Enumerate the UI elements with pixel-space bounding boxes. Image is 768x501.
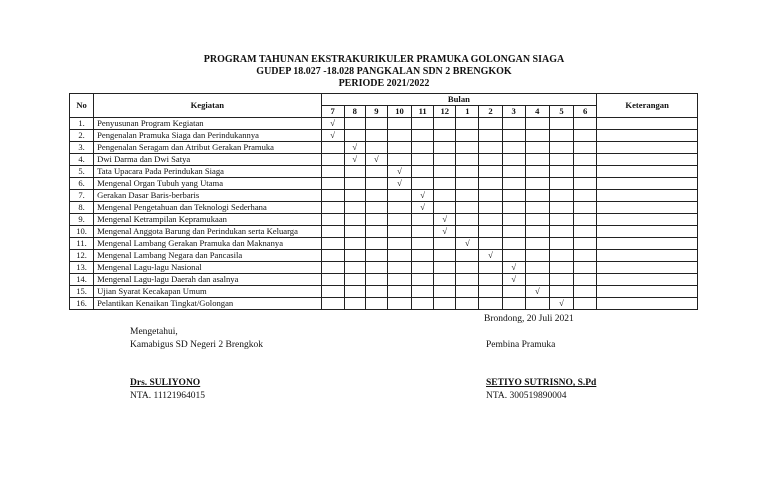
month-cell [525,130,549,142]
month-cell [365,190,387,202]
month-cell [434,154,456,166]
month-cell [387,202,411,214]
month-cell [502,178,525,190]
row-number: 5. [70,166,94,178]
month-cell [365,214,387,226]
month-cell [479,130,502,142]
month-cell [574,166,597,178]
month-cell [525,154,549,166]
month-cell [574,262,597,274]
table-row [70,202,698,214]
row-keterangan [597,142,698,154]
left-signatory-nta: NTA. 11121964015 [130,391,206,401]
row-kegiatan: Mengenal Anggota Barung dan Perindukan serta Keluarga [94,226,321,238]
month-cell [387,274,411,286]
month-cell [574,286,597,298]
row-kegiatan: Mengenal Lagu-lagu Nasional [94,262,321,274]
month-cell [387,298,411,310]
month-cell [412,154,434,166]
month-cell [574,178,597,190]
month-cell [479,274,502,286]
row-keterangan [597,118,698,130]
month-cell [574,298,597,310]
month-cell [574,142,597,154]
row-number: 11. [70,238,94,250]
program-table [69,93,698,310]
month-cell [525,142,549,154]
check-mark: √ [344,142,365,154]
month-cell [434,142,456,154]
table-row [70,190,698,202]
month-cell [502,154,525,166]
month-cell [502,118,525,130]
title-line-2: GUDEP 18.027 -18.028 PANGKALAN SDN 2 BRENGKOK [256,66,512,77]
month-cell [479,166,502,178]
month-cell [479,238,502,250]
month-cell [344,178,365,190]
month-header: 7 [321,106,344,118]
month-cell [321,238,344,250]
month-cell [549,190,573,202]
month-cell [434,118,456,130]
month-cell [365,118,387,130]
month-cell [365,178,387,190]
month-cell [387,250,411,262]
check-mark: √ [321,130,344,142]
table-row [70,238,698,250]
month-cell [574,238,597,250]
row-keterangan [597,250,698,262]
month-cell [387,142,411,154]
month-cell [412,274,434,286]
check-mark: √ [549,298,573,310]
month-cell [434,190,456,202]
month-cell [456,190,479,202]
row-number: 6. [70,178,94,190]
month-cell [344,298,365,310]
month-cell [502,238,525,250]
month-cell [549,202,573,214]
row-kegiatan: Mengenal Lambang Negara dan Pancasila [94,250,321,262]
month-cell [549,262,573,274]
month-cell [321,166,344,178]
month-cell [479,154,502,166]
check-mark: √ [412,202,434,214]
month-cell [525,214,549,226]
month-cell [502,130,525,142]
month-cell [344,250,365,262]
month-header: 2 [479,106,502,118]
row-number: 16. [70,298,94,310]
month-cell [344,262,365,274]
row-keterangan [597,274,698,286]
check-mark: √ [502,262,525,274]
month-cell [365,130,387,142]
table-row [70,130,698,142]
month-cell [525,190,549,202]
table-header-row [70,94,698,106]
month-cell [479,214,502,226]
month-cell [344,118,365,130]
month-cell [479,190,502,202]
month-cell [344,130,365,142]
check-mark: √ [387,166,411,178]
month-cell [412,226,434,238]
month-header: 10 [387,106,411,118]
month-cell [434,298,456,310]
month-cell [525,118,549,130]
month-cell [365,238,387,250]
month-cell [574,130,597,142]
check-mark: √ [434,214,456,226]
check-mark: √ [434,226,456,238]
month-cell [502,214,525,226]
check-mark: √ [456,238,479,250]
row-number: 1. [70,118,94,130]
row-number: 4. [70,154,94,166]
row-number: 7. [70,190,94,202]
table-row [70,274,698,286]
month-cell [549,130,573,142]
month-cell [412,118,434,130]
month-cell [456,118,479,130]
month-cell [387,238,411,250]
row-keterangan [597,226,698,238]
month-cell [525,274,549,286]
month-header: 6 [574,106,597,118]
row-kegiatan: Pengenalan Pramuka Siaga dan Perindukannya [94,130,321,142]
month-cell [549,250,573,262]
row-keterangan [597,286,698,298]
row-kegiatan: Mengenal Pengetahuan dan Teknologi Sederhana [94,202,321,214]
row-number: 15. [70,286,94,298]
month-cell [321,286,344,298]
month-cell [387,190,411,202]
month-cell [525,202,549,214]
month-cell [387,130,411,142]
month-cell [574,250,597,262]
month-cell [344,226,365,238]
month-cell [574,214,597,226]
month-cell [456,298,479,310]
row-keterangan [597,130,698,142]
month-cell [412,262,434,274]
month-cell [412,142,434,154]
month-cell [525,238,549,250]
month-cell [456,250,479,262]
title-line-3: PERIODE 2021/2022 [338,78,430,89]
row-keterangan [597,238,698,250]
row-kegiatan: Ujian Syarat Kecakapan Umum [94,286,321,298]
month-cell [412,178,434,190]
month-cell [525,166,549,178]
month-cell [412,238,434,250]
month-header: 8 [344,106,365,118]
month-cell [456,130,479,142]
table-row [70,118,698,130]
month-cell [574,190,597,202]
month-header: 4 [525,106,549,118]
header-no: No [70,94,94,118]
row-kegiatan: Tata Upacara Pada Perindukan Siaga [94,166,321,178]
month-cell [549,214,573,226]
month-cell [502,190,525,202]
table-row [70,142,698,154]
month-cell [321,178,344,190]
month-cell [574,118,597,130]
check-mark: √ [525,286,549,298]
row-kegiatan: Pengenalan Seragam dan Atribut Gerakan Pramuka [94,142,321,154]
table-row [70,298,698,310]
month-cell [502,286,525,298]
month-header: 5 [549,106,573,118]
table-row [70,166,698,178]
month-cell [434,286,456,298]
row-kegiatan: Penyusunan Program Kegiatan [94,118,321,130]
row-kegiatan: Dwi Darma dan Dwi Satya [94,154,321,166]
month-cell [434,178,456,190]
table-row [70,286,698,298]
month-cell [412,250,434,262]
mengetahui-label: Mengetahui, [130,327,178,337]
check-mark: √ [479,250,502,262]
month-cell [479,286,502,298]
pembina-label: Pembina Pramuka [486,340,556,350]
month-cell [525,178,549,190]
month-header: 1 [456,106,479,118]
month-cell [321,274,344,286]
left-signatory-name: Drs. SULIYONO [130,378,201,388]
month-cell [549,286,573,298]
month-cell [344,202,365,214]
month-cell [456,226,479,238]
month-cell [365,202,387,214]
row-keterangan [597,262,698,274]
month-cell [344,166,365,178]
month-header: 11 [412,106,434,118]
month-cell [387,214,411,226]
month-cell [321,142,344,154]
row-keterangan [597,166,698,178]
month-cell [549,238,573,250]
row-kegiatan: Pelantikan Kenaikan Tingkat/Golongan [94,298,321,310]
month-cell [412,286,434,298]
table-row [70,178,698,190]
month-cell [549,226,573,238]
month-cell [321,214,344,226]
month-cell [479,298,502,310]
month-cell [456,262,479,274]
month-header: 3 [502,106,525,118]
row-kegiatan: Gerakan Dasar Baris-berbaris [94,190,321,202]
month-cell [456,166,479,178]
row-kegiatan: Mengenal Lambang Gerakan Pramuka dan Maknanya [94,238,321,250]
row-keterangan [597,190,698,202]
month-cell [412,298,434,310]
month-cell [549,154,573,166]
month-cell [434,238,456,250]
month-cell [412,166,434,178]
table-row [70,154,698,166]
month-cell [525,262,549,274]
check-mark: √ [502,274,525,286]
month-cell [344,238,365,250]
check-mark: √ [412,190,434,202]
month-cell [502,226,525,238]
month-cell [549,178,573,190]
check-mark: √ [344,154,365,166]
month-cell [549,142,573,154]
place-date: Brondong, 20 Juli 2021 [484,314,574,324]
month-cell [365,274,387,286]
month-cell [344,286,365,298]
month-cell [456,286,479,298]
month-cell [525,226,549,238]
month-cell [344,214,365,226]
row-keterangan [597,154,698,166]
right-signatory-nta: NTA. 300519890004 [486,391,567,401]
month-cell [321,190,344,202]
month-cell [365,262,387,274]
kamabigus-label: Kamabigus SD Negeri 2 Brengkok [130,340,263,350]
row-number: 12. [70,250,94,262]
month-cell [502,202,525,214]
month-cell [387,226,411,238]
month-cell [365,142,387,154]
row-keterangan [597,298,698,310]
row-number: 8. [70,202,94,214]
month-cell [387,154,411,166]
month-cell [502,142,525,154]
month-cell [321,298,344,310]
month-cell [434,262,456,274]
month-cell [479,178,502,190]
month-cell [344,190,365,202]
month-cell [365,166,387,178]
month-cell [479,262,502,274]
month-cell [549,166,573,178]
row-number: 14. [70,274,94,286]
table-row [70,226,698,238]
month-cell [479,118,502,130]
month-cell [502,298,525,310]
month-cell [525,298,549,310]
row-kegiatan: Mengenal Ketrampilan Kepramukaan [94,214,321,226]
row-kegiatan: Mengenal Organ Tubuh yang Utama [94,178,321,190]
month-cell [456,154,479,166]
month-cell [434,274,456,286]
table-row [70,250,698,262]
month-header: 9 [365,106,387,118]
month-cell [321,226,344,238]
month-cell [365,286,387,298]
month-cell [321,250,344,262]
row-keterangan [597,178,698,190]
month-cell [344,274,365,286]
row-number: 10. [70,226,94,238]
month-cell [412,130,434,142]
month-cell [321,202,344,214]
row-number: 13. [70,262,94,274]
month-cell [387,262,411,274]
month-cell [574,154,597,166]
check-mark: √ [365,154,387,166]
month-cell [434,166,456,178]
month-cell [502,166,525,178]
month-cell [365,250,387,262]
month-cell [479,142,502,154]
row-keterangan [597,214,698,226]
table-row [70,262,698,274]
row-number: 2. [70,130,94,142]
month-cell [525,250,549,262]
header-kegiatan: Kegiatan [94,94,321,118]
month-cell [574,202,597,214]
month-cell [434,250,456,262]
row-number: 9. [70,214,94,226]
row-kegiatan: Mengenal Lagu-lagu Daerah dan asalnya [94,274,321,286]
month-cell [387,118,411,130]
month-cell [502,250,525,262]
month-cell [574,274,597,286]
month-cell [412,214,434,226]
month-cell [321,154,344,166]
right-signatory-name: SETIYO SUTRISNO, S.Pd [486,378,597,388]
month-cell [365,298,387,310]
month-cell [479,202,502,214]
row-keterangan [597,202,698,214]
month-cell [456,274,479,286]
month-cell [456,214,479,226]
month-cell [549,274,573,286]
row-number: 3. [70,142,94,154]
header-bulan: Bulan [321,94,597,106]
month-cell [456,202,479,214]
month-cell [365,226,387,238]
month-cell [456,178,479,190]
check-mark: √ [387,178,411,190]
table-row [70,214,698,226]
month-cell [574,226,597,238]
header-keterangan: Keterangan [597,94,698,118]
month-cell [321,262,344,274]
month-cell [479,226,502,238]
month-cell [434,130,456,142]
month-cell [456,142,479,154]
title-line-1: PROGRAM TAHUNAN EKSTRAKURIKULER PRAMUKA GOLONGAN SIAGA [203,54,565,65]
month-header: 12 [434,106,456,118]
month-cell [387,286,411,298]
month-cell [549,118,573,130]
check-mark: √ [321,118,344,130]
month-cell [434,202,456,214]
